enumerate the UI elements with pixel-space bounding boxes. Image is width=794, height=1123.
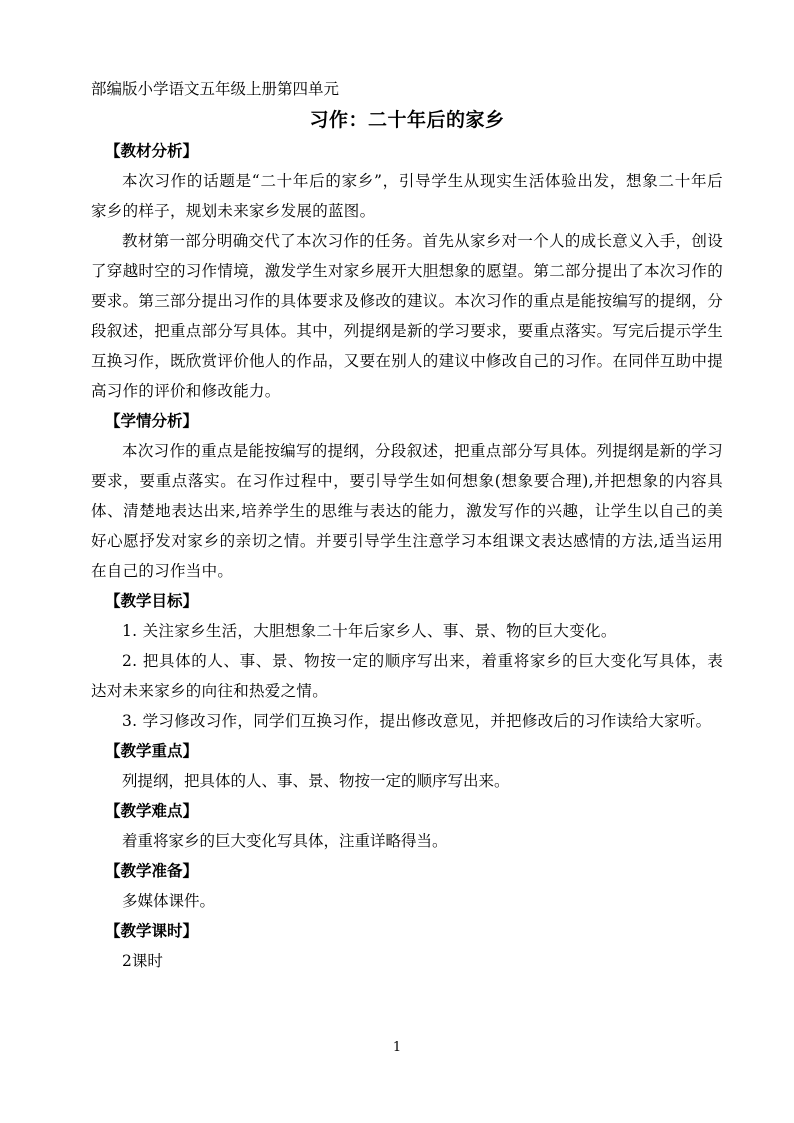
textbook-analysis-paragraph-2: 教材第一部分明确交代了本次习作的任务。首先从家乡对一个人的成长意义入手，创设了穿越时空的习作情境，激发学生对家乡展开大胆想象的愿望。第二部分提出了本次习作的要求。第三部分提出习作的具体要求及修改的建议。本次习作的重点是能按编写的提纲，分段叙述，把重点部分写具体。其中，列提纲是新的学习要求，要重点落实。写完后提示学生互换习作，既欣赏评价他人的作品，又要在别人的建议中修改自己的习作。在同伴互助中提高习作的评价和修改能力。	[91, 232, 724, 400]
page-number: 1	[392, 1040, 402, 1055]
textbook-analysis-paragraph-1: 本次习作的话题是“二十年后的家乡”，引导学生从现实生活体验出发，想象二十年后家乡的样子，规划未来家乡发展的蓝图。	[91, 172, 723, 220]
class-hours-text: 2课时	[122, 952, 163, 970]
section-heading-student-analysis: 【学情分析】	[105, 412, 199, 430]
document-title: 习作：二十年后的家乡	[309, 109, 505, 131]
teaching-goal-item-2: 2. 把具体的人、事、景、物按一定的顺序写出来，着重将家乡的巨大变化写具体，表达对未来家乡的向往和热爱之情。	[91, 652, 723, 700]
student-analysis-paragraph: 本次习作的重点是能按编写的提纲，分段叙述，把重点部分写具体。列提纲是新的学习要求，要重点落实。在习作过程中，要引导学生如何想象(想象要合理),并把想象的内容具体、清楚地表达出来,培养学生的思维与表达的能力，激发写作的兴趣，让学生以自己的美好心愿抒发对家乡的亲切之情。并要引导学生注意学习本组课文表达感情的方法,适当运用在自己的习作当中。	[91, 442, 723, 580]
section-heading-key-points: 【教学重点】	[105, 742, 199, 760]
unit-subtitle: 部编版小学语文五年级上册第四单元	[91, 80, 340, 98]
section-heading-preparation: 【教学准备】	[105, 862, 199, 880]
section-heading-difficulties: 【教学难点】	[105, 802, 199, 820]
key-points-text: 列提纲，把具体的人、事、景、物按一定的顺序写出来。	[122, 772, 510, 790]
teaching-goal-item-1: 1. 关注家乡生活，大胆想象二十年后家乡人、事、景、物的巨大变化。	[122, 622, 617, 640]
teaching-goal-item-3: 3. 学习修改习作，同学们互换习作，提出修改意见，并把修改后的习作读给大家听。	[122, 712, 712, 730]
section-heading-class-hours: 【教学课时】	[105, 922, 199, 940]
document-body	[91, 76, 723, 976]
difficulties-text: 着重将家乡的巨大变化写具体，注重详略得当。	[122, 832, 448, 850]
preparation-text: 多媒体课件。	[122, 892, 216, 910]
section-heading-textbook-analysis: 【教材分析】	[105, 142, 199, 160]
section-heading-teaching-goals: 【教学目标】	[105, 592, 199, 610]
